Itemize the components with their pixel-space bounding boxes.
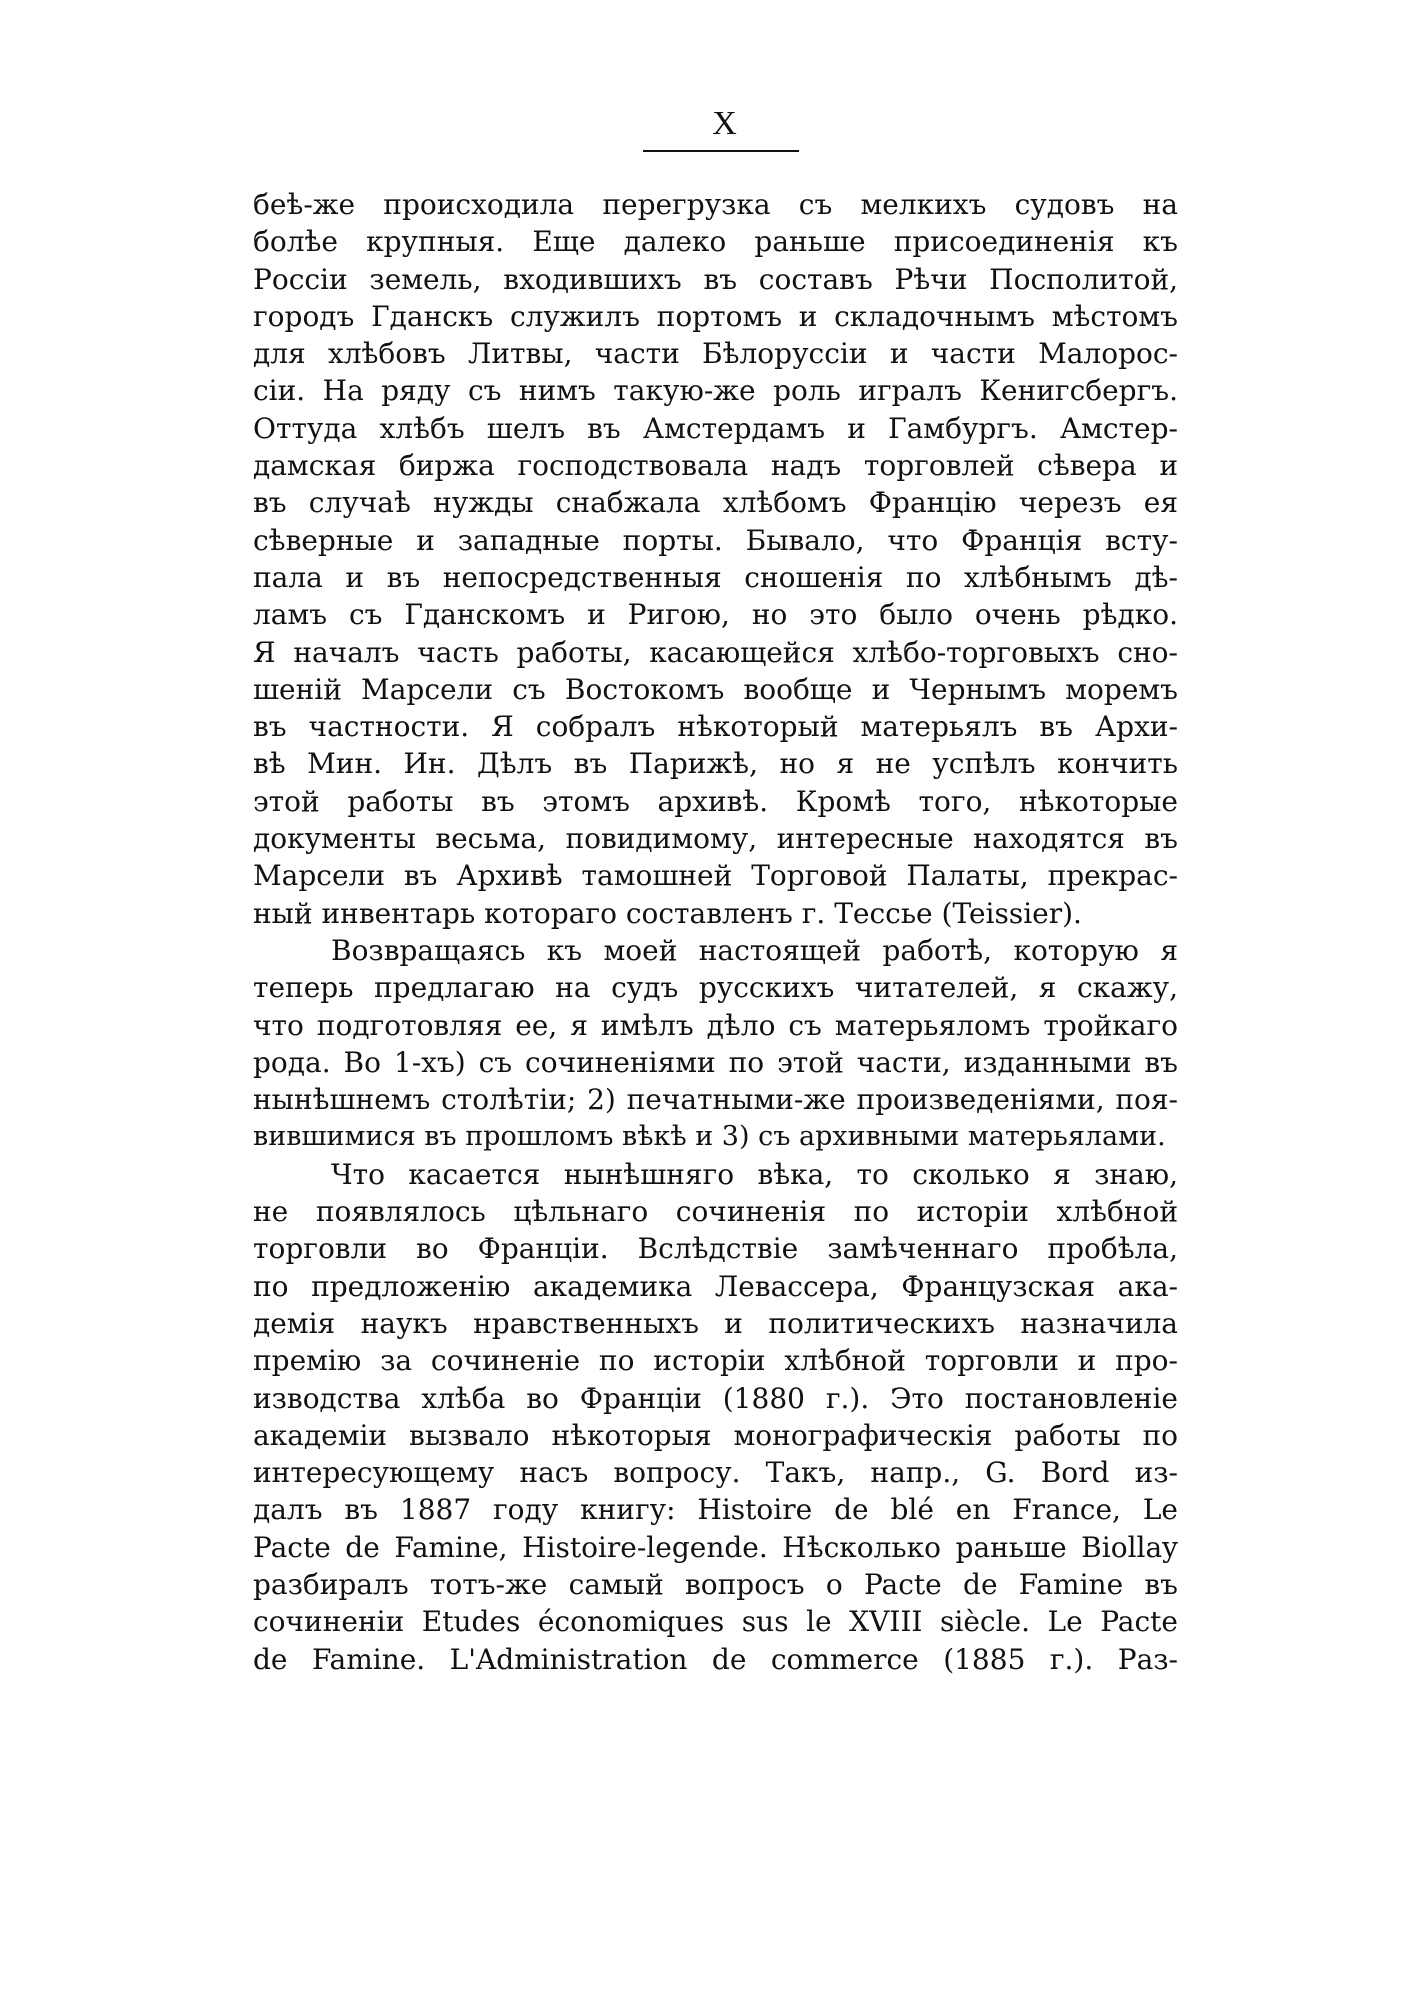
body-text <box>253 186 1178 1678</box>
text-line: интересующему насъ вопросу. Такъ, напр., G. Bord из- <box>253 1456 1178 1490</box>
page-number: X <box>712 105 738 142</box>
text-line: пала и въ непосредственныя сношенія по хлѣбнымъ дѣ- <box>253 560 1178 594</box>
text-line: что подготовляя ее, я имѣлъ дѣло съ матерьяломъ тройкаго <box>253 1008 1178 1042</box>
text-line: Pacte de Famine, Histoire-legende. Нѣсколько раньше Biollay <box>253 1530 1178 1564</box>
text-line: демія наукъ нравственныхъ и политическихъ назначила <box>253 1306 1178 1340</box>
text-line: дамская биржа господствовала надъ торговлей сѣвера и <box>253 449 1178 483</box>
text-line: въ частности. Я собралъ нѣкоторый матерьялъ въ Архи- <box>253 710 1178 744</box>
text-line: болѣе крупныя. Еще далеко раньше присоединенія къ <box>253 225 1178 259</box>
text-line: вившимися въ прошломъ вѣкѣ и 3) съ архивными матерьялами. <box>253 1121 1166 1153</box>
text-line: изводства хлѣба во Франціи (1880 г.). Это постановленіе <box>253 1381 1178 1415</box>
text-line: сочиненіи Etudes économiques sus le XVIII siècle. Le Pacte <box>253 1605 1178 1639</box>
text-line: нынѣшнемъ столѣтіи; 2) печатными-же произведеніями, поя- <box>253 1083 1178 1117</box>
text-line: не появлялось цѣльнаго сочиненія по исторіи хлѣбной <box>253 1195 1178 1229</box>
text-line: премію за сочиненіе по исторіи хлѣбной торговли и про- <box>253 1344 1178 1378</box>
text-line: ламъ съ Гданскомъ и Ригою, но это было очень рѣдко. <box>253 598 1178 632</box>
text-line: сѣверные и западные порты. Бывало, что Франція всту- <box>253 523 1178 557</box>
text-line: Марсели въ Архивѣ тамошней Торговой Палаты, прекрас- <box>253 859 1178 893</box>
text-line: по предложенію академика Левассера, Французская ака- <box>253 1269 1178 1303</box>
text-line: вѣ Мин. Ин. Дѣлъ въ Парижѣ, но я не успѣлъ кончить <box>253 747 1178 781</box>
text-line: Я началъ часть работы, касающейся хлѣбо-торговыхъ сно- <box>253 635 1178 669</box>
text-line: далъ въ 1887 году книгу: Histoire de blé en France, Le <box>253 1493 1178 1527</box>
text-line: de Famine. L'Administration de commerce (1885 г.). Раз- <box>253 1642 1178 1676</box>
text-line: въ случаѣ нужды снабжала хлѣбомъ Францію черезъ ея <box>253 486 1178 520</box>
text-line: академіи вызвало нѣкоторыя монографическія работы по <box>253 1418 1178 1452</box>
text-line: торговли во Франціи. Вслѣдствіе замѣченнаго пробѣла, <box>253 1232 1178 1266</box>
text-line: городъ Гданскъ служилъ портомъ и складочнымъ мѣстомъ <box>253 299 1178 333</box>
text-line: ный инвентарь котораго составленъ г. Тессье (Teissier). <box>253 896 1082 930</box>
text-line: шеній Марсели съ Востокомъ вообще и Чернымъ моремъ <box>253 672 1178 706</box>
text-line: Оттуда хлѣбъ шелъ въ Амстердамъ и Гамбургъ. Амстер- <box>253 411 1178 445</box>
paragraph-start-line: Что касается нынѣшняго вѣка, то сколько я знаю, <box>331 1157 1178 1191</box>
text-line: теперь предлагаю на судъ русскихъ читателей, я скажу, <box>253 971 1178 1005</box>
text-line: документы весьма, повидимому, интересные находятся въ <box>253 822 1178 856</box>
text-line: этой работы въ этомъ архивѣ. Кромѣ того, нѣкоторые <box>253 784 1178 818</box>
text-line: для хлѣбовъ Литвы, части Бѣлоруссіи и части Малорос- <box>253 337 1178 371</box>
header-rule <box>643 150 799 152</box>
text-line: сіи. На ряду съ нимъ такую-же роль игралъ Кенигсбергъ. <box>253 374 1178 408</box>
text-line: рода. Во 1-хъ) съ сочиненіями по этой части, изданными въ <box>253 1045 1178 1079</box>
paragraph-start-line: Возвращаясь къ моей настоящей работѣ, которую я <box>331 933 1178 967</box>
text-line: разбиралъ тотъ-же самый вопросъ о Pacte de Famine въ <box>253 1567 1178 1601</box>
text-line: беѣ-же происходила перегрузка съ мелкихъ судовъ на <box>253 188 1178 221</box>
text-line: Россіи земель, входившихъ въ составъ Рѣчи Посполитой, <box>253 262 1178 296</box>
